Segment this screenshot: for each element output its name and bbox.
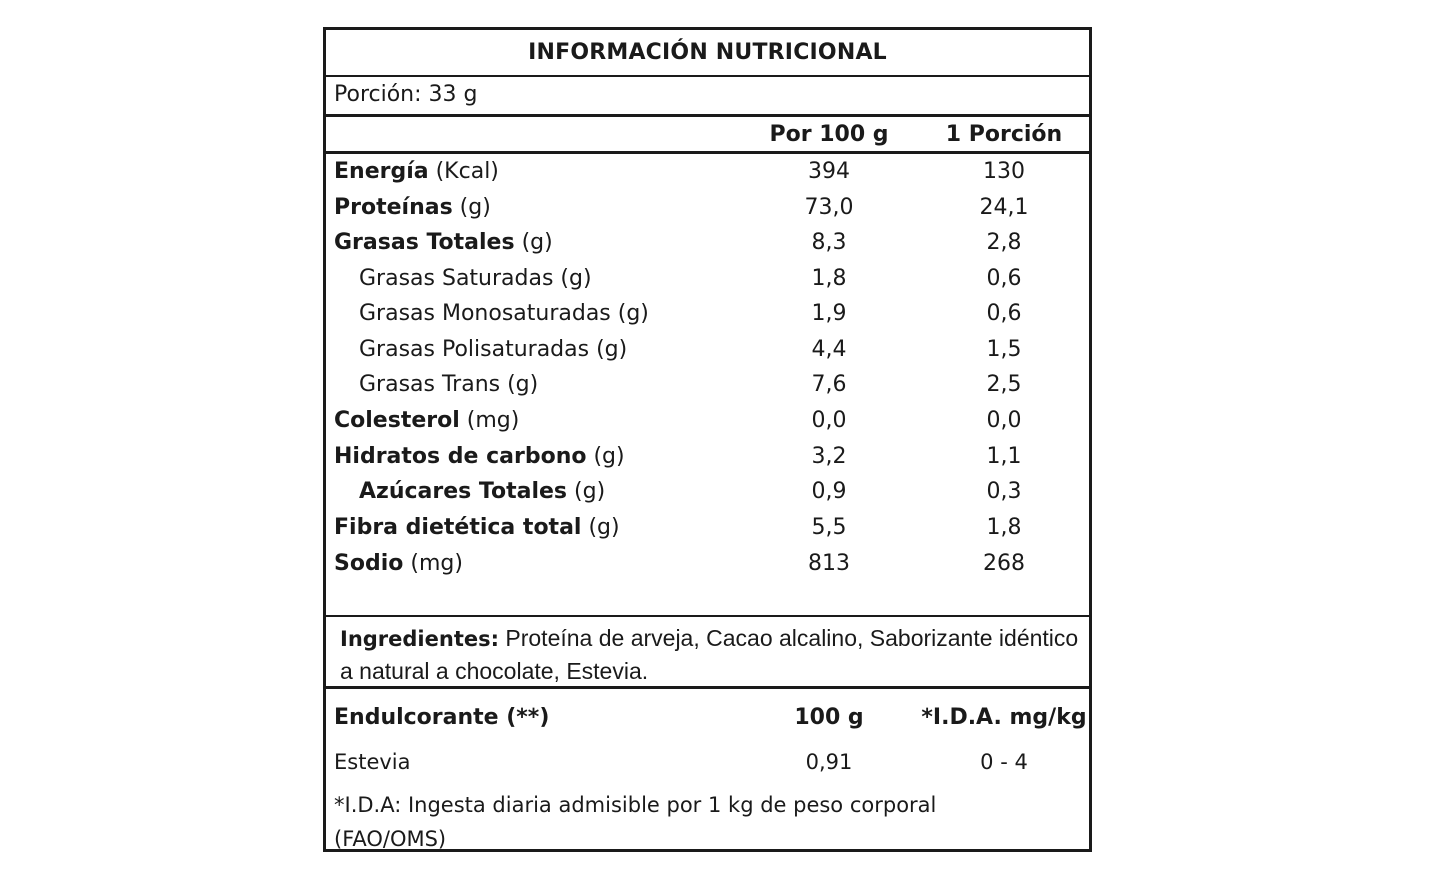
column-header-portion: 1 Porción	[945, 122, 1063, 147]
sweetener-header-name: Endulcorante (**)	[334, 705, 550, 730]
divider	[326, 615, 1089, 617]
value-portion: 0,6	[986, 266, 1022, 291]
value-per100: 1,8	[811, 266, 847, 291]
divider	[326, 75, 1089, 77]
value-portion: 1,8	[986, 515, 1022, 540]
value-per100: 7,6	[811, 372, 847, 397]
value-portion: 130	[983, 159, 1025, 184]
nutrient-unit: (mg)	[459, 408, 520, 433]
nutrient-name: Fibra dietética total	[334, 515, 582, 540]
value-per100: 4,4	[811, 337, 847, 362]
value-portion: 0,6	[986, 301, 1022, 326]
sweetener-ida: 0 - 4	[980, 750, 1028, 774]
value-per100: 0,9	[811, 479, 847, 504]
sweetener-header-per100: 100 g	[794, 705, 864, 730]
label-title: INFORMACIÓN NUTRICIONAL	[528, 40, 887, 65]
nutrient-unit: (mg)	[403, 551, 463, 576]
divider	[326, 151, 1089, 154]
nutrient-unit: (g)	[514, 230, 553, 255]
nutrient-name: Grasas Monosaturadas (g)	[359, 301, 649, 326]
nutrient-name: Hidratos de carbono	[334, 444, 587, 469]
value-portion: 268	[983, 551, 1025, 576]
divider	[326, 686, 1089, 689]
value-portion: 0,0	[986, 408, 1022, 433]
value-portion: 1,1	[986, 444, 1022, 469]
nutrition-label	[323, 27, 1092, 852]
nutrient-name: Proteínas	[334, 195, 453, 220]
value-portion: 1,5	[986, 337, 1022, 362]
nutrient-name: Azúcares Totales	[359, 479, 568, 504]
ingredients-text: Proteína de arveja, Cacao alcalino, Saborizante idéntico a natural a chocolate, Estevia.	[340, 625, 1079, 684]
nutrient-name: Grasas Polisaturadas (g)	[359, 337, 628, 362]
value-per100: 394	[808, 159, 850, 184]
ingredients	[340, 622, 1080, 687]
nutrient-unit: (g)	[567, 479, 606, 504]
value-portion: 24,1	[979, 195, 1029, 220]
value-portion: 0,3	[986, 479, 1022, 504]
nutrient-name: Grasas Saturadas (g)	[359, 266, 592, 291]
value-per100: 0,0	[811, 408, 847, 433]
nutrient-name: Sodio	[334, 551, 404, 576]
nutrient-name: Grasas Trans (g)	[359, 372, 539, 397]
nutrient-unit: (Kcal)	[428, 159, 499, 184]
sweetener-per100: 0,91	[805, 750, 853, 774]
footnote: *I.D.A: Ingesta diaria admisible por 1 kg de peso corporal (FAO/OMS)	[334, 793, 937, 851]
nutrient-unit: (g)	[452, 195, 491, 220]
value-per100: 1,9	[811, 301, 847, 326]
nutrient-unit: (g)	[586, 444, 625, 469]
divider	[326, 114, 1089, 117]
value-portion: 2,5	[986, 372, 1022, 397]
sweetener-name: Estevia	[334, 750, 411, 774]
portion-size: Porción: 33 g	[334, 82, 478, 107]
nutrient-unit: (g)	[581, 515, 620, 540]
value-per100: 813	[808, 551, 850, 576]
nutrient-name: Colesterol	[334, 408, 460, 433]
value-per100: 73,0	[804, 195, 854, 220]
ingredients-heading: Ingredientes:	[340, 627, 499, 651]
value-portion: 2,8	[986, 230, 1022, 255]
nutrient-name: Energía	[334, 159, 429, 184]
value-per100: 5,5	[811, 515, 847, 540]
value-per100: 8,3	[811, 230, 847, 255]
nutrient-name: Grasas Totales	[334, 230, 515, 255]
value-per100: 3,2	[811, 444, 847, 469]
column-header-per100: Por 100 g	[769, 122, 889, 147]
sweetener-header-ida: *I.D.A. mg/kg	[921, 705, 1087, 730]
